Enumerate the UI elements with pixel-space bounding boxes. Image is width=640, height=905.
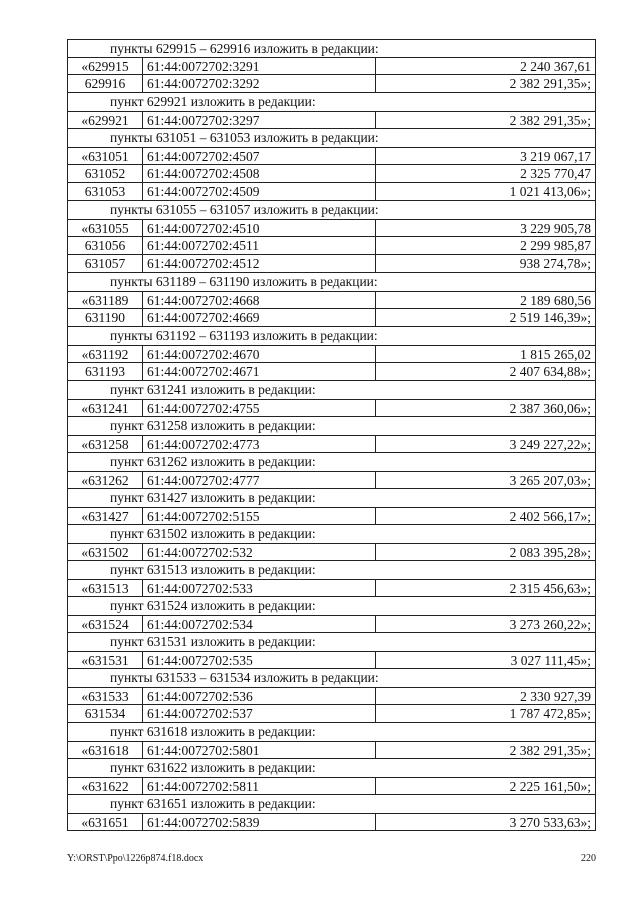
section-heading: пункты 631051 – 631053 изложить в редакции: (67, 129, 596, 147)
table-row (67, 147, 596, 165)
section-heading: пункты 631055 – 631057 изложить в редакции: (67, 201, 596, 219)
value-cell: 2 382 291,35»; (509, 743, 591, 758)
table-row (67, 741, 596, 759)
cadastral-number-cell: 61:44:0072702:4773 (143, 436, 376, 452)
item-number-cell: 631052 (68, 165, 143, 182)
cadastral-number-cell: 61:44:0072702:3297 (143, 112, 376, 128)
cadastral-number-cell: 61:44:0072702:4669 (143, 309, 376, 326)
value-cell: 1 787 472,85»; (509, 706, 591, 721)
cadastral-number-cell: 61:44:0072702:4507 (143, 148, 376, 164)
value-cell: 2 387 360,06»; (509, 401, 591, 416)
value-cell: 3 027 111,45»; (510, 653, 591, 668)
table-row (67, 111, 596, 129)
cadastral-number-cell: 61:44:0072702:535 (143, 652, 376, 668)
table-row (67, 75, 596, 93)
cadastral-number-cell: 61:44:0072702:4509 (143, 183, 376, 200)
item-number-cell: 631053 (68, 183, 143, 200)
table-row (67, 471, 596, 489)
value-cell: 1 815 265,02 (520, 347, 591, 362)
table-row (67, 345, 596, 363)
cadastral-number-cell: 61:44:0072702:537 (143, 705, 376, 722)
table-row (67, 57, 596, 75)
section-heading: пункт 631502 изложить в редакции: (67, 525, 596, 543)
table-row (67, 183, 596, 201)
table-row (67, 255, 596, 273)
section-heading: пункт 631427 изложить в редакции: (67, 489, 596, 507)
section-heading: пункт 631524 изложить в редакции: (67, 597, 596, 615)
table-row (67, 291, 596, 309)
item-number-cell: 631534 (68, 705, 143, 722)
cadastral-number-cell: 61:44:0072702:4511 (143, 237, 376, 254)
cadastral-number-cell: 61:44:0072702:5801 (143, 742, 376, 758)
table-row (67, 219, 596, 237)
cadastral-number-cell: 61:44:0072702:5811 (143, 778, 376, 794)
table-row (67, 399, 596, 417)
cadastral-number-cell: 61:44:0072702:533 (143, 580, 376, 596)
item-number-cell: «631622 (68, 778, 143, 794)
table-row (67, 237, 596, 255)
value-cell: 3 249 227,22»; (509, 437, 591, 452)
item-number-cell: 631056 (68, 237, 143, 254)
table-row (67, 309, 596, 327)
value-cell: 2 315 456,63»; (509, 581, 591, 596)
item-number-cell: «631513 (68, 580, 143, 596)
value-cell: 3 265 207,03»; (509, 473, 591, 488)
value-cell: 2 382 291,35»; (509, 76, 591, 91)
table-row (67, 615, 596, 633)
item-number-cell: «631531 (68, 652, 143, 668)
table-row (67, 687, 596, 705)
table-row (67, 813, 596, 831)
document-table (67, 39, 596, 831)
value-cell: 3 219 067,17 (520, 149, 591, 164)
value-cell: 3 273 260,22»; (509, 617, 591, 632)
cadastral-number-cell: 61:44:0072702:5839 (143, 814, 376, 830)
table-row (67, 165, 596, 183)
cadastral-number-cell: 61:44:0072702:4508 (143, 165, 376, 182)
value-cell: 2 225 161,50»; (509, 779, 591, 794)
file-path: Y:\ORST\Ppo\1226p874.f18.docx (67, 853, 204, 864)
cadastral-number-cell: 61:44:0072702:4668 (143, 292, 376, 308)
section-heading: пункт 631651 изложить в редакции: (67, 795, 596, 813)
value-cell: 3 229 905,78 (520, 221, 591, 236)
item-number-cell: 629916 (68, 75, 143, 92)
cadastral-number-cell: 61:44:0072702:5155 (143, 508, 376, 524)
section-heading: пункты 631189 – 631190 изложить в редакции: (67, 273, 596, 291)
value-cell: 2 083 395,28»; (509, 545, 591, 560)
item-number-cell: «631192 (68, 346, 143, 362)
value-cell: 2 402 566,17»; (509, 509, 591, 524)
item-number-cell: 631193 (68, 363, 143, 380)
value-cell: 938 274,78»; (519, 256, 591, 271)
table-row (67, 579, 596, 597)
cadastral-number-cell: 61:44:0072702:534 (143, 616, 376, 632)
item-number-cell: «631533 (68, 688, 143, 704)
table-row (67, 435, 596, 453)
section-heading: пункты 631192 – 631193 изложить в редакции: (67, 327, 596, 345)
item-number-cell: «629915 (68, 58, 143, 74)
cadastral-number-cell: 61:44:0072702:4777 (143, 472, 376, 488)
cadastral-number-cell: 61:44:0072702:3291 (143, 58, 376, 74)
item-number-cell: «631262 (68, 472, 143, 488)
value-cell: 2 519 146,39»; (509, 310, 591, 325)
cadastral-number-cell: 61:44:0072702:4670 (143, 346, 376, 362)
page-footer (67, 852, 596, 866)
item-number-cell: 631190 (68, 309, 143, 326)
cadastral-number-cell: 61:44:0072702:4510 (143, 220, 376, 236)
section-heading: пункт 631258 изложить в редакции: (67, 417, 596, 435)
item-number-cell: «631427 (68, 508, 143, 524)
cadastral-number-cell: 61:44:0072702:4755 (143, 400, 376, 416)
section-heading: пункт 629921 изложить в редакции: (67, 93, 596, 111)
value-cell: 2 407 634,88»; (509, 364, 591, 379)
value-cell: 2 189 680,56 (520, 293, 591, 308)
page-number: 220 (581, 853, 596, 864)
item-number-cell: «631258 (68, 436, 143, 452)
cadastral-number-cell: 61:44:0072702:532 (143, 544, 376, 560)
cadastral-number-cell: 61:44:0072702:536 (143, 688, 376, 704)
value-cell: 3 270 533,63»; (509, 815, 591, 830)
value-cell: 2 382 291,35»; (509, 113, 591, 128)
item-number-cell: «629921 (68, 112, 143, 128)
item-number-cell: «631055 (68, 220, 143, 236)
section-heading: пункт 631241 изложить в редакции: (67, 381, 596, 399)
table-row (67, 705, 596, 723)
item-number-cell: «631524 (68, 616, 143, 632)
item-number-cell: «631502 (68, 544, 143, 560)
table-row (67, 507, 596, 525)
value-cell: 2 325 770,47 (520, 166, 591, 181)
section-heading: пункты 629915 – 629916 изложить в редакции: (67, 39, 596, 57)
item-number-cell: «631241 (68, 400, 143, 416)
table-row (67, 651, 596, 669)
table-row (67, 363, 596, 381)
cadastral-number-cell: 61:44:0072702:4512 (143, 255, 376, 272)
item-number-cell: «631651 (68, 814, 143, 830)
cadastral-number-cell: 61:44:0072702:4671 (143, 363, 376, 380)
item-number-cell: «631189 (68, 292, 143, 308)
section-heading: пункт 631622 изложить в редакции: (67, 759, 596, 777)
item-number-cell: «631618 (68, 742, 143, 758)
cadastral-number-cell: 61:44:0072702:3292 (143, 75, 376, 92)
table-row (67, 777, 596, 795)
section-heading: пункт 631618 изложить в редакции: (67, 723, 596, 741)
value-cell: 1 021 413,06»; (509, 184, 591, 199)
value-cell: 2 240 367,61 (520, 59, 591, 74)
value-cell: 2 330 927,39 (520, 689, 591, 704)
section-heading: пункт 631513 изложить в редакции: (67, 561, 596, 579)
section-heading: пункт 631531 изложить в редакции: (67, 633, 596, 651)
item-number-cell: 631057 (68, 255, 143, 272)
item-number-cell: «631051 (68, 148, 143, 164)
table-row (67, 543, 596, 561)
value-cell: 2 299 985,87 (520, 238, 591, 253)
section-heading: пункты 631533 – 631534 изложить в редакции: (67, 669, 596, 687)
section-heading: пункт 631262 изложить в редакции: (67, 453, 596, 471)
